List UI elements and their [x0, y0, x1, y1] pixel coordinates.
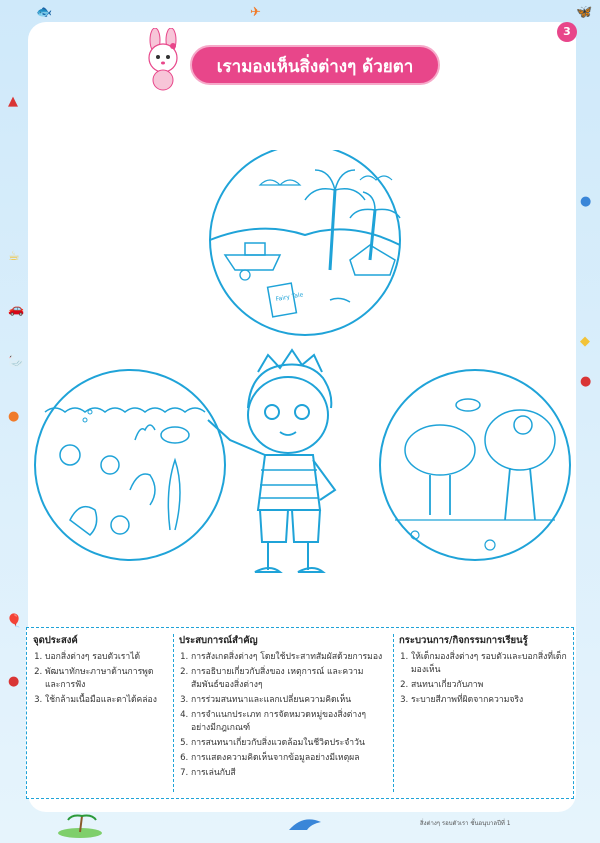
- activities-column: [399, 634, 567, 709]
- objective-item: 1. บอกสิ่งต่างๆ รอบตัวเราได้: [45, 651, 168, 664]
- bunny-mascot-icon: [138, 28, 188, 92]
- column-divider: [173, 634, 174, 792]
- experience-item: 4. การจำแนกประเภท การจัดหมวดหมู่ของสิ่งต่างๆ อย่างมีกฎเกณฑ์: [191, 709, 387, 735]
- plane-icon: ✈: [250, 5, 261, 20]
- activity-item: 1. ให้เด็กมองสิ่งต่างๆ รอบตัวและบอกสิ่งที่เด็กมองเห็น: [411, 651, 567, 677]
- apple-icon: ●: [580, 374, 592, 389]
- sign-text: Fairy Tale: [275, 291, 304, 304]
- lesson-info-panel: [26, 627, 574, 799]
- page-number: 3: [557, 22, 577, 42]
- objective-item: 2. พัฒนาทักษะภาษาด้านการพูดและการฟัง: [45, 666, 168, 692]
- fish-icon: 🐟: [36, 5, 53, 20]
- activities-heading: กระบวนการ/กิจกรรมการเรียนรู้: [399, 635, 528, 646]
- experience-item: 3. การร่วมสนทนาและแลกเปลี่ยนความคิดเห็น: [191, 694, 387, 707]
- island-icon: [55, 808, 105, 838]
- hat-icon: ▲: [8, 94, 18, 109]
- orange-icon: ●: [8, 409, 20, 424]
- activity-item: 2. สนทนาเกี่ยวกับภาพ: [411, 679, 567, 692]
- column-divider: [393, 634, 394, 792]
- car-icon: 🚗: [8, 302, 25, 317]
- balloon-icon: 🎈: [6, 614, 23, 629]
- experience-item: 5. การสนทนาเกี่ยวกับสิ่งแวดล้อมในชีวิตประจำวัน: [191, 737, 387, 750]
- footer-caption: สิ่งต่างๆ รอบตัวเรา ชั้นอนุบาลปีที่ 1: [420, 820, 511, 827]
- forest-scene: [380, 370, 570, 560]
- beach-scene: [210, 150, 400, 335]
- page-title: เรามองเห็นสิ่งต่างๆ ด้วยตา: [190, 45, 440, 85]
- experiences-column: [179, 634, 387, 782]
- underwater-scene: [35, 370, 225, 560]
- ball-icon: ●: [580, 194, 592, 209]
- objectives-heading: จุดประสงค์: [33, 635, 78, 646]
- experience-item: 2. การอธิบายเกี่ยวกับสิ่งของ เหตุการณ์ และความสัมพันธ์ของสิ่งต่างๆ: [191, 666, 387, 692]
- experience-item: 6. การแสดงความคิดเห็นจากข้อมูลอย่างมีเหตุผล: [191, 752, 387, 765]
- scene-illustration: [30, 150, 575, 590]
- butterfly-icon: 🦋: [576, 5, 593, 20]
- swan-icon: 🦢: [8, 354, 25, 369]
- dolphin-icon: [285, 812, 325, 836]
- activity-item: 3. ระบายสีภาพที่ผิดจากความจริง: [411, 694, 567, 707]
- experiences-heading: ประสบการณ์สำคัญ: [179, 635, 258, 646]
- pineapple-icon: ◆: [580, 334, 590, 349]
- objectives-column: [33, 634, 168, 709]
- boy-character: [208, 350, 335, 572]
- cup-icon: ☕: [8, 249, 20, 264]
- objective-item: 3. ใช้กล้ามเนื้อมือและตาได้คล่อง: [45, 694, 168, 707]
- tomato-icon: ●: [8, 674, 20, 689]
- experience-item: 1. การสังเกตสิ่งต่างๆ โดยใช้ประสาทสัมผัสด้วยการมอง: [191, 651, 387, 664]
- experience-item: 7. การเล่นกับสี: [191, 767, 387, 780]
